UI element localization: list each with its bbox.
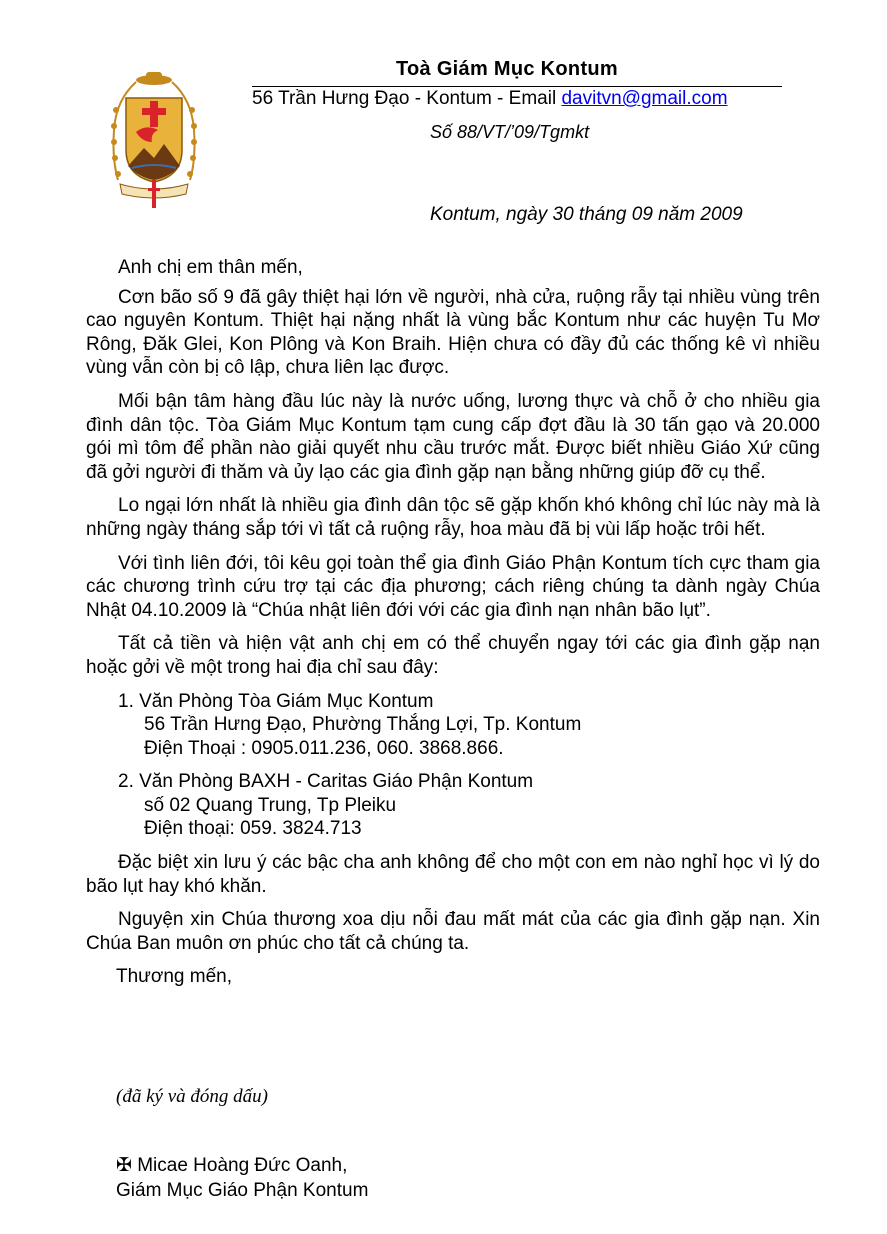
header-address: [252, 88, 728, 110]
coat-of-arms-logo: [106, 70, 202, 210]
greeting: Anh chị em thân mến,: [118, 257, 303, 278]
signature-block: [116, 1153, 368, 1203]
address-2-phone: Điện thoại: 059. 3824.713: [144, 818, 362, 840]
address-2-name: 2. Văn Phòng BAXH - Caritas Giáo Phận Kontum: [118, 771, 534, 793]
address-1: [86, 690, 820, 761]
address-2-street: số 02 Quang Trung, Tp Pleiku: [144, 794, 397, 816]
letter-body: [86, 256, 820, 989]
email-link[interactable]: davitvn@gmail.com: [561, 88, 728, 109]
paragraph-3: Lo ngại lớn nhất là nhiều gia đình dân tộc sẽ gặp khốn khó không chỉ lúc này mà là những ngày tháng sắp tới vì tất cả ruộng rẫy, hoa màu đã bị vùi lấp hoặc trôi hết.: [86, 495, 820, 540]
paragraph-6: Đặc biệt xin lưu ý các bậc cha anh không để cho một con em nào nghỉ học vì lý do bão lụt hay khó khăn.: [86, 852, 820, 897]
diocese-title: Toà Giám Mục Kontum: [396, 58, 618, 80]
signed-note: (đã ký và đóng dấu): [116, 1086, 268, 1107]
paragraph-5: Tất cả tiền và hiện vật anh chị em có thể chuyển ngay tới các gia đình gặp nạn hoặc gởi về một trong hai địa chỉ sau đây:: [86, 633, 820, 678]
address-1-name: 1. Văn Phòng Tòa Giám Mục Kontum: [118, 690, 434, 712]
header-divider: [252, 86, 782, 87]
paragraph-4: Với tình liên đới, tôi kêu gọi toàn thể gia đình Giáo Phận Kontum tích cực tham gia các chương trình cứu trợ tại các địa phương; cách riêng chúng ta dành ngày Chúa Nhật 04.10.2009 là “Chúa nhật liên đới với các gia đình nạn nhân bão lụt”.: [86, 552, 820, 621]
paragraph-7: Nguyện xin Chúa thương xoa dịu nỗi đau mất mát của các gia đình gặp nạn. Xin Chúa Ban muôn ơn phúc cho tất cả chúng ta.: [86, 909, 820, 954]
closing: Thương mến,: [116, 966, 233, 988]
address-1-phone: Điện Thoại : 0905.011.236, 060. 3868.866.: [144, 737, 504, 759]
signer-title: Giám Mục Giáo Phận Kontum: [116, 1180, 369, 1201]
paragraph-1: Cơn bão số 9 đã gây thiệt hại lớn về người, nhà cửa, ruộng rẫy tại nhiều vùng trên cao nguyên Kontum. Thiệt hại nặng nhất là vùng bắc Kontum như các huyện Tu Mơ Rông, Đăk Glei, Kon Plông và Kon Braih. Hiện chưa có đầy đủ các thống kê vì nhiều vùng vẫn còn bị cô lập, chưa liên lạc được.: [86, 286, 820, 379]
document-number: Số 88/VT/’09/Tgmkt: [430, 122, 590, 142]
address-text: 56 Trần Hưng Đạo - Kontum - Email: [252, 88, 562, 109]
dateline: Kontum, ngày 30 tháng 09 năm 2009: [430, 204, 743, 225]
signer-name: ✠ Micae Hoàng Đức Oanh,: [116, 1155, 348, 1176]
address-1-street: 56 Trần Hưng Đạo, Phường Thắng Lợi, Tp. Kontum: [144, 714, 582, 736]
paragraph-2: Mối bận tâm hàng đầu lúc này là nước uống, lương thực và chỗ ở cho nhiều gia đình dân tộc. Tòa Giám Mục Kontum tạm cung cấp đợt đầu là 30 tấn gạo và 20.000 gói mì tôm để phần nào giải quyết nhu cầu trước mắt. Được biết nhiều Giáo Xứ cũng đã gởi người đi thăm và ủy lạo các gia đình gặp nạn bằng những giúp đỡ cụ thể.: [86, 390, 820, 483]
address-2: [86, 770, 820, 841]
